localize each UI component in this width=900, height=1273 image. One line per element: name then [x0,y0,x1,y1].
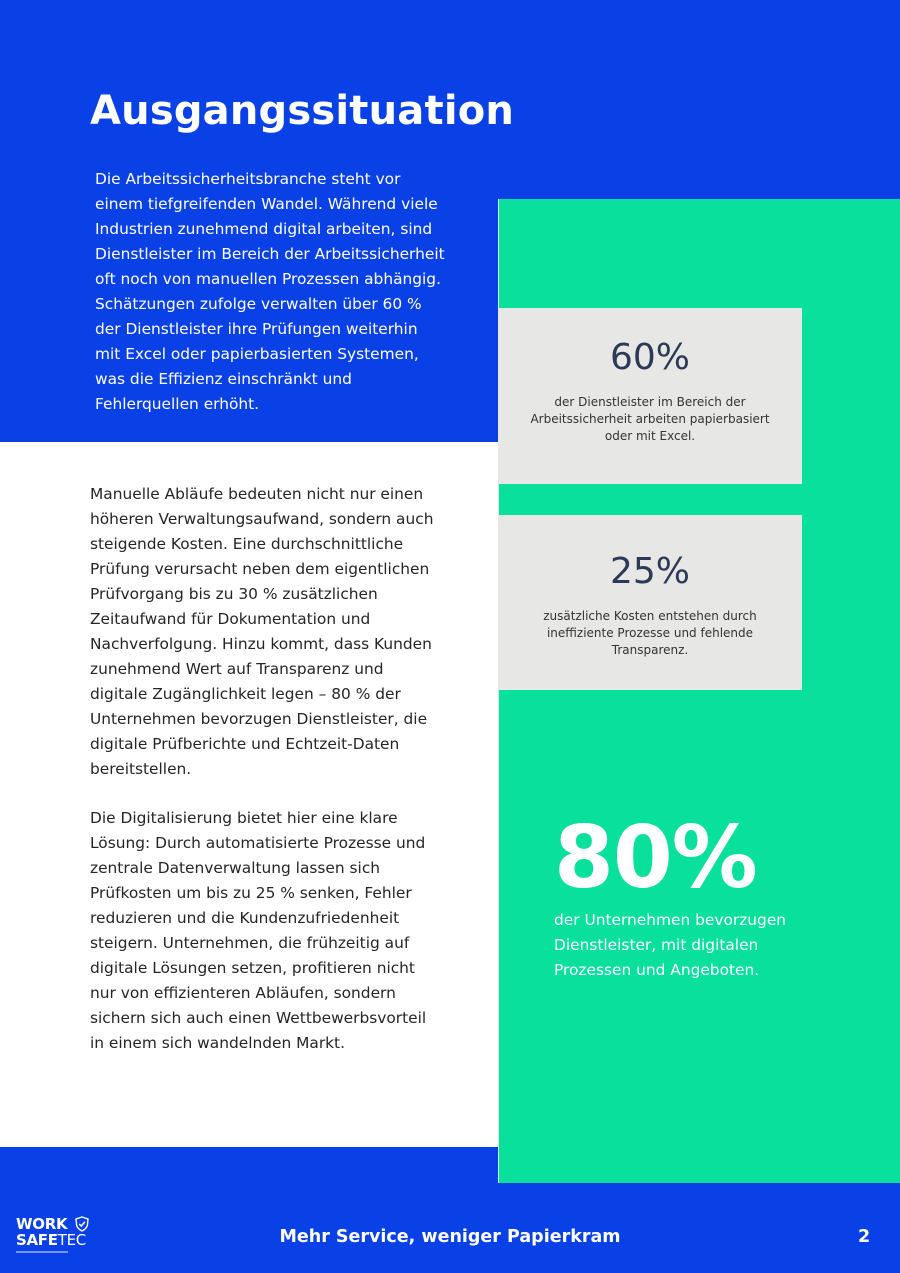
stat-value: 25% [609,551,690,592]
logo-safe: SAFE [16,1231,58,1249]
highlight-description: der Unternehmen bevorzugen Dienstleister, mit digitalen Prozessen und Angeboten. [554,911,787,979]
intro-paragraph: Die Arbeitssicherheitsbranche steht vor einem tiefgreifenden Wandel. Während viele Industrien zunehmend digital arbeiten, sind Dienstleister im Bereich der Arbeitssicherheit oft noch von manuellen Prozessen abhängig. Schätzungen zufolge verwalten über 60 % der Dienstleister ihre Prüfungen weiterhin mit Excel oder papierbasierten Systemen, was die Effizienz einschränkt und Fehlerquellen erhöht. [95,170,445,413]
stat-card-60 [498,308,802,484]
page-number: 2 [858,1227,871,1247]
highlight-value: 80% [554,808,757,908]
stat-card-25 [498,515,802,690]
page-title: Ausgangssituation [90,88,515,134]
stat-value: 60% [609,337,690,378]
stat-description: der Dienstleister im Bereich der Arbeitssicherheit arbeiten papierbasiert oder mit Excel. [530,395,770,443]
logo-tagline-mark [16,1251,68,1253]
stat-description: zusätzliche Kosten entstehen durch ineffiziente Prozesse und fehlende Transparenz. [543,609,757,657]
body-paragraph-1: Manuelle Abläufe bedeuten nicht nur einen höheren Verwaltungsaufwand, sondern auch steigende Kosten. Eine durchschnittliche Prüfung verursacht neben dem eigentlichen Prüfvorgang bis zu 30 % zusätzlichen Zeitaufwand für Dokumentation und Nachverfolgung. Hinzu kommt, dass Kunden zunehmend Wert auf Transparenz und digitale Zugänglichkeit legen – 80 % der Unternehmen bevorzugen Dienstleister, die digitale Prüfberichte und Echtzeit-Daten bereitstellen. [90,485,434,778]
logo-line-1: WORK [16,1215,68,1233]
footer-tagline: Mehr Service, weniger Papierkram [279,1227,621,1247]
logo-tec: TEC [57,1231,86,1249]
body-paragraph-2: Die Digitalisierung bietet hier eine klare Lösung: Durch automatisierte Prozesse und zentrale Datenverwaltung lassen sich Prüfkosten um bis zu 25 % senken, Fehler reduzieren und die Kundenzufriedenheit steigern. Unternehmen, die frühzeitig auf digitale Lösungen setzen, profitieren nicht nur von effizienteren Abläufen, sondern sichern sich auch einen Wettbewerbsvorteil in einem sich wandelnden Markt. [90,809,427,1052]
